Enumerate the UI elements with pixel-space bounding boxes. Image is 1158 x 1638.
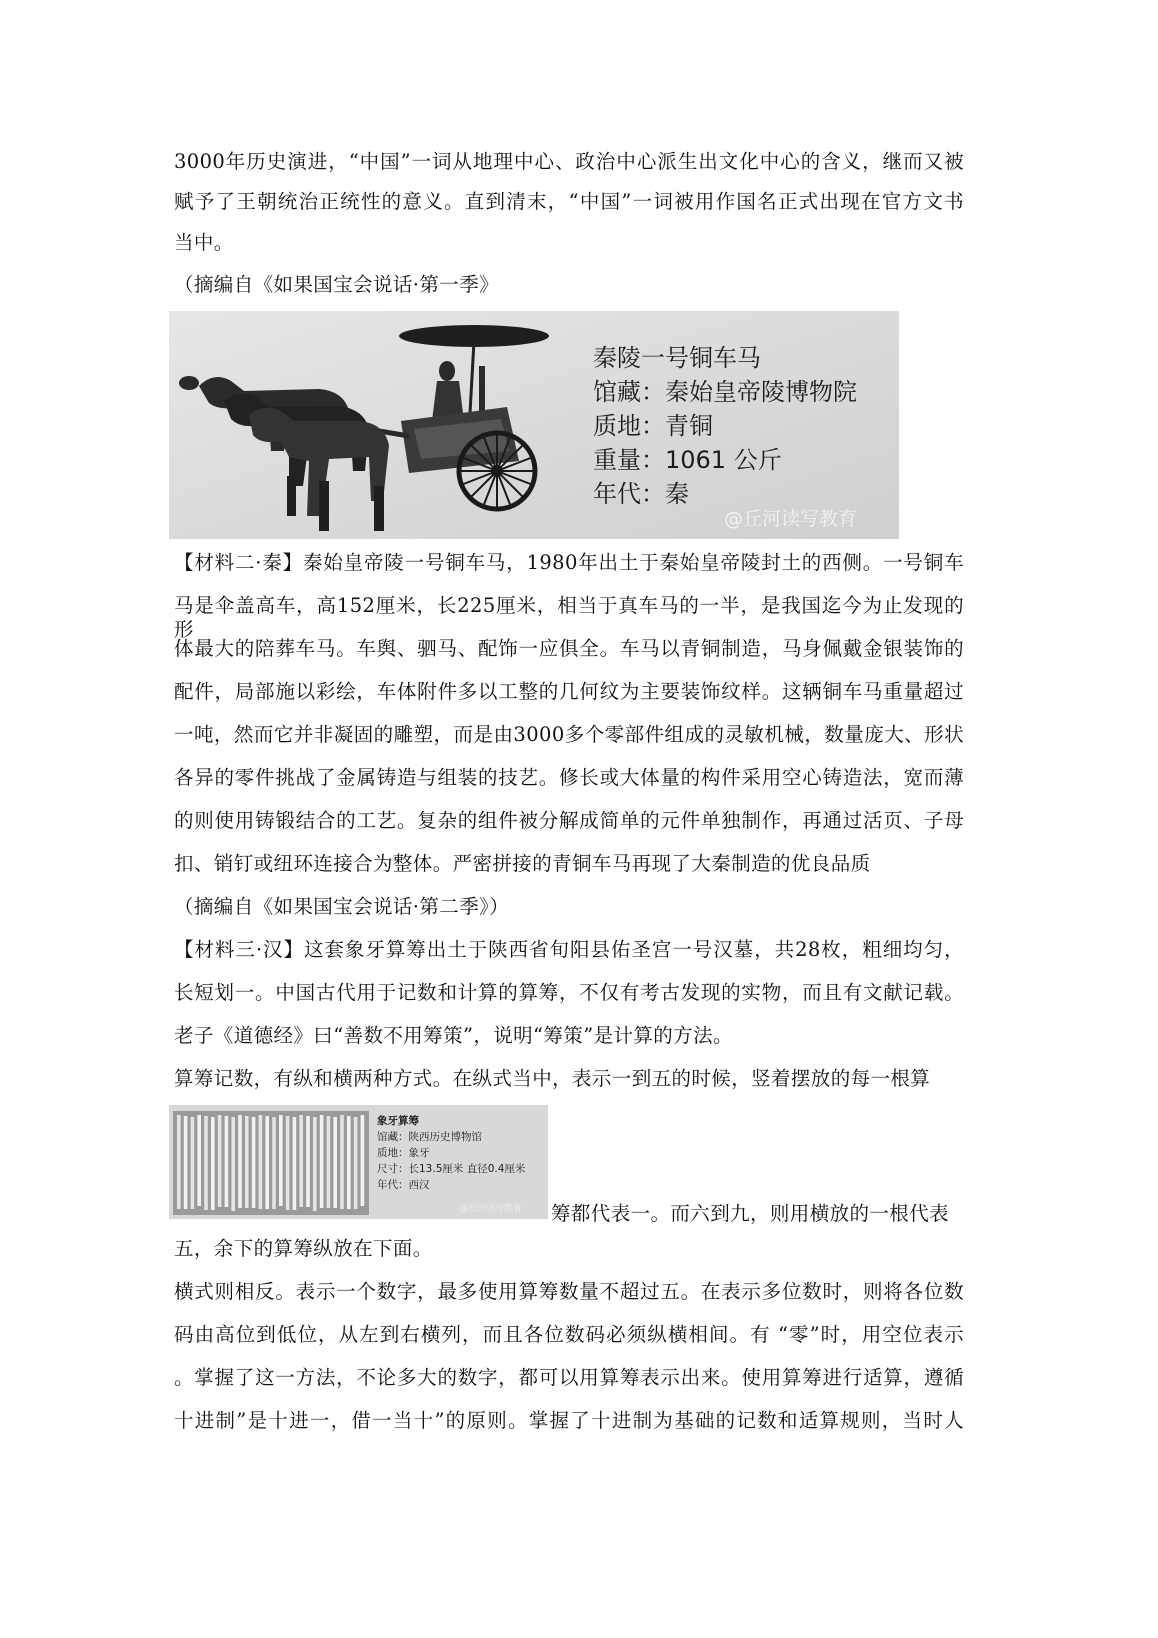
counting-rod [320,1115,324,1208]
paragraph-line: 【材料二·秦】秦始皇帝陵一号铜车马，1980年出土于秦始皇帝陵封土的西侧。一号铜车 [174,551,964,574]
counting-rod [245,1116,249,1208]
source-citation: （摘编自《如果国宝会说话·第一季》 [174,273,499,296]
counting-rod [340,1115,344,1209]
counting-rod [313,1117,317,1211]
counting-rod [252,1117,256,1208]
counting-rod [238,1115,242,1208]
paragraph-line: 老子《道德经》曰“善数不用筹策”，说明“筹策”是计算的方法。 [174,1024,733,1047]
counting-rod [197,1115,201,1206]
paragraph-line: 马是伞盖高车，高152厘米，长225厘米，相当于真车马的一半，是我国迄今为止发现的形 [174,594,964,641]
watermark: @丘河读写教育 [724,508,858,530]
counting-rod [218,1115,222,1207]
counting-rod [354,1117,358,1209]
counting-rod [293,1117,297,1210]
figure-info-row: 尺寸：长13.5厘米 直径0.4厘米 [377,1163,526,1175]
counting-rod [211,1117,215,1210]
paragraph-line: 3000年历史演进，“中国”一词从地理中心、政治中心派生出文化中心的含义，继而又被 [174,150,964,173]
figure-title: 秦陵一号铜车马 [593,344,761,372]
watermark: @丘河读写教育 [459,1204,523,1214]
counting-rod [177,1115,181,1209]
figure-info-row: 馆藏：秦始皇帝陵博物院 [593,378,857,406]
counting-rod [333,1117,337,1208]
paragraph-line: 算筹记数，有纵和横两种方式。在纵式当中，表示一到五的时候，竖着摆放的每一根算 [174,1067,931,1090]
figure-info-row: 馆藏：陕西历史博物馆 [377,1131,482,1143]
counting-rod [225,1116,229,1207]
counting-rod [272,1117,276,1209]
counting-rod [184,1116,188,1209]
counting-rod [204,1116,208,1210]
figure-info-row: 质地：象牙 [377,1147,430,1159]
counting-rod [286,1116,290,1210]
paragraph-line: 【材料三·汉】这套象牙算筹出土于陕西省旬阳县佑圣宫一号汉墓，共28枚，粗细均匀， [174,938,964,961]
source-citation: （摘编自《如果国宝会说话·第二季》） [174,895,510,918]
figure-title: 象牙算筹 [377,1115,419,1127]
paragraph-line: 当中。 [174,231,234,254]
paragraph-line: 各异的零件挑战了金属铸造与组装的技艺。修长或大体量的构件采用空心铸造法，宽而薄 [174,766,964,789]
figure-info-row: 重量：1061 公斤 [593,446,782,474]
paragraph-line: 五，余下的算筹纵放在下面。 [174,1237,433,1260]
paragraph-line: 筹都代表一。而六到九，则用横放的一根代表 [551,1202,950,1225]
paragraph-line: 十进制”是十进一，借一当十”的原则。掌握了十进制为基础的记数和适算规则，当时人 [174,1409,964,1432]
counting-rod [347,1116,351,1209]
paragraph-line: 横式则相反。表示一个数字，最多使用算筹数量不超过五。在表示多位数时，则将各位数 [174,1280,964,1303]
chariot-figure [169,311,899,539]
paragraph-line: 的则使用铸锻结合的工艺。复杂的组件被分解成简单的元件单独制作，再通过活页、子母 [174,809,964,832]
paragraph-line: 赋予了王朝统治正统性的意义。直到清末，“中国”一词被用作国名正式出现在官方文书 [174,190,964,213]
counting-rod [279,1115,283,1206]
paragraph-line: 。掌握了这一方法，不论多大的数字，都可以用算筹表示出来。使用算筹进行适算，遵循 [174,1366,964,1389]
counting-rod [259,1115,263,1209]
paragraph-line: 码由高位到低位，从左到右横列，而且各位数码必须纵横相间。有 “零”时，用空位表示 [174,1323,964,1346]
counting-rod [306,1116,310,1207]
counting-rod [299,1115,303,1207]
paragraph-line: 一吨，然而它并非凝固的雕塑，而是由3000多个零部件组成的灵敏机械，数量庞大、形状 [174,723,964,746]
paragraph-line: 配件，局部施以彩绘，车体附件多以工整的几何纹为主要装饰纹样。这辆铜车马重量超过 [174,680,964,703]
paragraph-line: 扣、销钉或纽环连接合为整体。严密拼接的青铜车马再现了大秦制造的优良品质 [174,852,871,875]
counting-rod [191,1117,195,1209]
counting-rods-figure [169,1105,548,1219]
paragraph-line: 体最大的陪葬车马。车舆、驷马、配饰一应俱全。车马以青铜制造，马身佩戴金银装饰的 [174,637,964,660]
paragraph-line: 长短划一。中国古代用于记数和计算的算筹，不仅有考古发现的实物，而且有文献记载。 [174,981,964,1004]
counting-rod [327,1116,331,1208]
figure-info-row: 年代：秦 [593,480,689,508]
counting-rod [231,1117,235,1211]
counting-rod [265,1116,269,1209]
figure-info-row: 年代：西汉 [377,1179,430,1191]
counting-rod [361,1115,365,1206]
figure-info-row: 质地：青铜 [593,412,713,440]
